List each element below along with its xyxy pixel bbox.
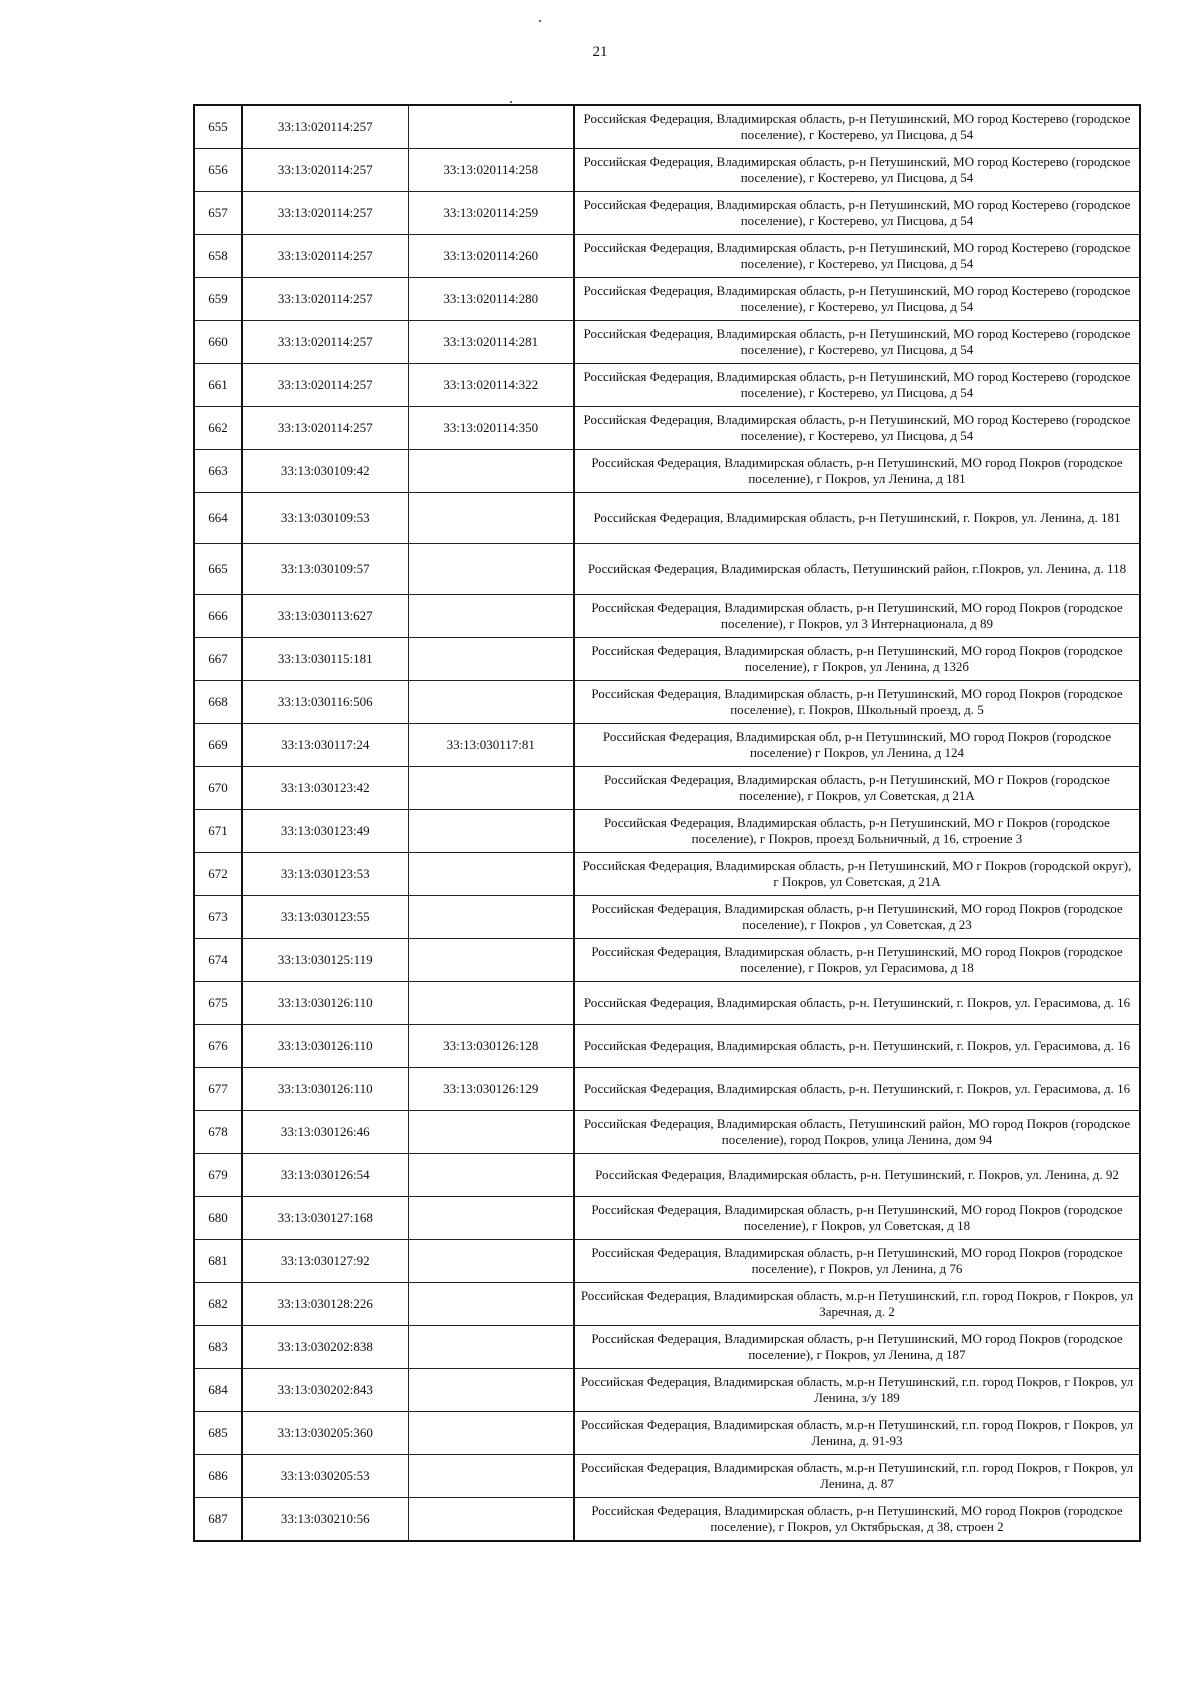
sub-cadastral-number: 33:13:020114:322 — [408, 364, 574, 407]
page-number: 21 — [592, 44, 608, 60]
sub-cadastral-number: 33:13:020114:258 — [408, 149, 574, 192]
table-row — [194, 896, 1140, 939]
cadastral-number: 33:13:030205:53 — [242, 1455, 408, 1498]
row-number: 669 — [194, 724, 242, 767]
sub-cadastral-number — [408, 896, 574, 939]
sub-cadastral-number — [408, 1455, 574, 1498]
cadastral-number: 33:13:020114:257 — [242, 364, 408, 407]
sub-cadastral-number: 33:13:030126:129 — [408, 1068, 574, 1111]
row-number: 667 — [194, 638, 242, 681]
table-row — [194, 1498, 1140, 1542]
address: Российская Федерация, Владимирская область, р-н Петушинский, МО город Костерево (городское поселение), г Костерево, ул Писцова, д 54 — [574, 407, 1140, 450]
cadastral-number: 33:13:020114:257 — [242, 105, 408, 149]
cadastral-number: 33:13:030116:506 — [242, 681, 408, 724]
table-row — [194, 1197, 1140, 1240]
row-number: 664 — [194, 493, 242, 544]
address: Российская Федерация, Владимирская область, р-н Петушинский, МО город Покров (городское поселение), г Покров, ул Октябрьская, д 38, строен 2 — [574, 1498, 1140, 1542]
cadastral-number: 33:13:030109:57 — [242, 544, 408, 595]
table-row — [194, 278, 1140, 321]
address: Российская Федерация, Владимирская область, р-н Петушинский, МО город Покров (городское поселение), г Покров, ул 3 Интернационала, д 89 — [574, 595, 1140, 638]
cadastral-number: 33:13:030113:627 — [242, 595, 408, 638]
row-number: 656 — [194, 149, 242, 192]
address: Российская Федерация, Владимирская область, р-н Петушинский, МО город Покров (городское поселение), г Покров, ул Советская, д 18 — [574, 1197, 1140, 1240]
address: Российская Федерация, Владимирская область, Петушинский район, МО город Покров (городское поселение), город Покров, улица Ленина, дом 94 — [574, 1111, 1140, 1154]
row-number: 673 — [194, 896, 242, 939]
cadastral-number: 33:13:030210:56 — [242, 1498, 408, 1542]
address: Российская Федерация, Владимирская область, р-н Петушинский, МО г Покров (городское поселение), г Покров, ул Советская, д 21А — [574, 767, 1140, 810]
sub-cadastral-number — [408, 939, 574, 982]
cadastral-number: 33:13:030109:53 — [242, 493, 408, 544]
cadastral-number: 33:13:030126:110 — [242, 1068, 408, 1111]
sub-cadastral-number: 33:13:020114:259 — [408, 192, 574, 235]
table-row — [194, 544, 1140, 595]
table-body — [194, 105, 1140, 1541]
address: Российская Федерация, Владимирская область, р-н Петушинский, МО город Покров (городское поселение), г Покров , ул Советская, д 23 — [574, 896, 1140, 939]
cadastral-number: 33:13:030127:168 — [242, 1197, 408, 1240]
cadastral-number: 33:13:030123:53 — [242, 853, 408, 896]
table-row — [194, 1154, 1140, 1197]
address: Российская Федерация, Владимирская область, р-н. Петушинский, г. Покров, ул. Герасимова, д. 16 — [574, 1068, 1140, 1111]
table-row — [194, 364, 1140, 407]
sub-cadastral-number — [408, 493, 574, 544]
row-number: 663 — [194, 450, 242, 493]
row-number: 675 — [194, 982, 242, 1025]
sub-cadastral-number — [408, 767, 574, 810]
table-row — [194, 638, 1140, 681]
address: Российская Федерация, Владимирская область, р-н Петушинский, МО город Покров (городское поселение), г Покров, ул Ленина, д 76 — [574, 1240, 1140, 1283]
table-row — [194, 1412, 1140, 1455]
row-number: 685 — [194, 1412, 242, 1455]
cadastral-number: 33:13:030202:838 — [242, 1326, 408, 1369]
address: Российская Федерация, Владимирская область, р-н Петушинский, МО город Покров (городское поселение), г Покров, ул Ленина, д 181 — [574, 450, 1140, 493]
row-number: 658 — [194, 235, 242, 278]
cadastral-number: 33:13:030125:119 — [242, 939, 408, 982]
row-number: 674 — [194, 939, 242, 982]
sub-cadastral-number — [408, 1283, 574, 1326]
row-number: 668 — [194, 681, 242, 724]
sub-cadastral-number — [408, 105, 574, 149]
sub-cadastral-number — [408, 1326, 574, 1369]
row-number: 672 — [194, 853, 242, 896]
row-number: 660 — [194, 321, 242, 364]
table-row — [194, 1025, 1140, 1068]
cadastral-number: 33:13:030128:226 — [242, 1283, 408, 1326]
sub-cadastral-number — [408, 1369, 574, 1412]
row-number: 683 — [194, 1326, 242, 1369]
table-row — [194, 321, 1140, 364]
table-row — [194, 1283, 1140, 1326]
row-number: 666 — [194, 595, 242, 638]
cadastral-number: 33:13:030123:49 — [242, 810, 408, 853]
address: Российская Федерация, Владимирская область, р-н Петушинский, МО город Покров (городское поселение), г Покров, ул Герасимова, д 18 — [574, 939, 1140, 982]
row-number: 655 — [194, 105, 242, 149]
cadastral-number: 33:13:030126:110 — [242, 982, 408, 1025]
table-row — [194, 1326, 1140, 1369]
address: Российская Федерация, Владимирская область, р-н. Петушинский, г. Покров, ул. Герасимова, д. 16 — [574, 982, 1140, 1025]
cadastral-number: 33:13:020114:257 — [242, 149, 408, 192]
table-row — [194, 407, 1140, 450]
address: Российская Федерация, Владимирская область, р-н Петушинский, МО город Костерево (городское поселение), г Костерево, ул Писцова, д 54 — [574, 321, 1140, 364]
row-number: 677 — [194, 1068, 242, 1111]
row-number: 676 — [194, 1025, 242, 1068]
address: Российская Федерация, Владимирская область, р-н Петушинский, МО город Покров (городское поселение), г. Покров, Школьный проезд, д. 5 — [574, 681, 1140, 724]
sub-cadastral-number — [408, 982, 574, 1025]
sub-cadastral-number — [408, 1154, 574, 1197]
cadastral-number: 33:13:020114:257 — [242, 192, 408, 235]
cadastral-number: 33:13:020114:257 — [242, 321, 408, 364]
table-row — [194, 105, 1140, 149]
sub-cadastral-number — [408, 1412, 574, 1455]
cadastral-number: 33:13:030109:42 — [242, 450, 408, 493]
address: Российская Федерация, Владимирская область, р-н Петушинский, МО город Костерево (городское поселение), г Костерево, ул Писцова, д 54 — [574, 105, 1140, 149]
sub-cadastral-number — [408, 1498, 574, 1542]
row-number: 661 — [194, 364, 242, 407]
table-row — [194, 1369, 1140, 1412]
table-row — [194, 1240, 1140, 1283]
address: Российская Федерация, Владимирская область, р-н Петушинский, МО город Костерево (городское поселение), г Костерево, ул Писцова, д 54 — [574, 192, 1140, 235]
sub-cadastral-number — [408, 638, 574, 681]
table-row — [194, 982, 1140, 1025]
cadastral-number: 33:13:030123:55 — [242, 896, 408, 939]
cadastral-number: 33:13:030123:42 — [242, 767, 408, 810]
cadastral-number: 33:13:020114:257 — [242, 407, 408, 450]
scan-speck — [510, 101, 512, 103]
table-row — [194, 810, 1140, 853]
cadastral-number: 33:13:030205:360 — [242, 1412, 408, 1455]
sub-cadastral-number — [408, 1240, 574, 1283]
cadastral-number: 33:13:030126:110 — [242, 1025, 408, 1068]
table-row — [194, 493, 1140, 544]
sub-cadastral-number — [408, 1197, 574, 1240]
cadastral-number: 33:13:030126:54 — [242, 1154, 408, 1197]
table-row — [194, 192, 1140, 235]
row-number: 659 — [194, 278, 242, 321]
scan-speck — [539, 20, 541, 22]
cadastral-number: 33:13:030126:46 — [242, 1111, 408, 1154]
cadastral-number: 33:13:030117:24 — [242, 724, 408, 767]
address: Российская Федерация, Владимирская область, м.р-н Петушинский, г.п. город Покров, г Покров, ул Ленина, д. 87 — [574, 1455, 1140, 1498]
row-number: 671 — [194, 810, 242, 853]
sub-cadastral-number — [408, 450, 574, 493]
address: Российская Федерация, Владимирская область, р-н Петушинский, МО город Покров (городское поселение), г Покров, ул Ленина, д 187 — [574, 1326, 1140, 1369]
sub-cadastral-number: 33:13:030126:128 — [408, 1025, 574, 1068]
row-number: 662 — [194, 407, 242, 450]
row-number: 657 — [194, 192, 242, 235]
sub-cadastral-number: 33:13:020114:281 — [408, 321, 574, 364]
cadastral-number: 33:13:020114:257 — [242, 235, 408, 278]
address: Российская Федерация, Владимирская область, р-н Петушинский, г. Покров, ул. Ленина, д. 181 — [574, 493, 1140, 544]
row-number: 686 — [194, 1455, 242, 1498]
address: Российская Федерация, Владимирская область, р-н. Петушинский, г. Покров, ул. Герасимова, д. 16 — [574, 1025, 1140, 1068]
sub-cadastral-number: 33:13:030117:81 — [408, 724, 574, 767]
sub-cadastral-number — [408, 595, 574, 638]
table-row — [194, 853, 1140, 896]
address: Российская Федерация, Владимирская область, Петушинский район, г.Покров, ул. Ленина, д. 118 — [574, 544, 1140, 595]
address: Российская Федерация, Владимирская область, р-н. Петушинский, г. Покров, ул. Ленина, д. 92 — [574, 1154, 1140, 1197]
table-row — [194, 1068, 1140, 1111]
table-row — [194, 939, 1140, 982]
row-number: 670 — [194, 767, 242, 810]
row-number: 687 — [194, 1498, 242, 1542]
row-number: 684 — [194, 1369, 242, 1412]
address: Российская Федерация, Владимирская область, р-н Петушинский, МО город Костерево (городское поселение), г Костерево, ул Писцова, д 54 — [574, 364, 1140, 407]
address: Российская Федерация, Владимирская область, р-н Петушинский, МО г Покров (городское поселение), г Покров, проезд Больничный, д 16, строение 3 — [574, 810, 1140, 853]
registry-table — [193, 104, 1141, 1542]
cadastral-number: 33:13:030115:181 — [242, 638, 408, 681]
sub-cadastral-number — [408, 681, 574, 724]
row-number: 681 — [194, 1240, 242, 1283]
address: Российская Федерация, Владимирская область, м.р-н Петушинский, г.п. город Покров, г Покров, ул Ленина, з/у 189 — [574, 1369, 1140, 1412]
sub-cadastral-number — [408, 853, 574, 896]
table-row — [194, 767, 1140, 810]
row-number: 678 — [194, 1111, 242, 1154]
row-number: 679 — [194, 1154, 242, 1197]
sub-cadastral-number — [408, 544, 574, 595]
sub-cadastral-number: 33:13:020114:260 — [408, 235, 574, 278]
address: Российская Федерация, Владимирская обл, р-н Петушинский, МО город Покров (городское поселение) г Покров, ул Ленина, д 124 — [574, 724, 1140, 767]
address: Российская Федерация, Владимирская область, м.р-н Петушинский, г.п. город Покров, г Покров, ул Ленина, д. 91-93 — [574, 1412, 1140, 1455]
row-number: 682 — [194, 1283, 242, 1326]
cadastral-number: 33:13:030202:843 — [242, 1369, 408, 1412]
address: Российская Федерация, Владимирская область, р-н Петушинский, МО город Костерево (городское поселение), г Костерево, ул Писцова, д 54 — [574, 278, 1140, 321]
sub-cadastral-number: 33:13:020114:280 — [408, 278, 574, 321]
table-row — [194, 595, 1140, 638]
sub-cadastral-number: 33:13:020114:350 — [408, 407, 574, 450]
row-number: 680 — [194, 1197, 242, 1240]
address: Российская Федерация, Владимирская область, м.р-н Петушинский, г.п. город Покров, г Покров, ул Заречная, д. 2 — [574, 1283, 1140, 1326]
address: Российская Федерация, Владимирская область, р-н Петушинский, МО город Костерево (городское поселение), г Костерево, ул Писцова, д 54 — [574, 149, 1140, 192]
row-number: 665 — [194, 544, 242, 595]
address: Российская Федерация, Владимирская область, р-н Петушинский, МО город Покров (городское поселение), г Покров, ул Ленина, д 132б — [574, 638, 1140, 681]
table-row — [194, 1455, 1140, 1498]
cadastral-number: 33:13:020114:257 — [242, 278, 408, 321]
table-row — [194, 149, 1140, 192]
table-row — [194, 450, 1140, 493]
sub-cadastral-number — [408, 810, 574, 853]
address: Российская Федерация, Владимирская область, р-н Петушинский, МО г Покров (городской округ), г Покров, ул Советская, д 21А — [574, 853, 1140, 896]
address: Российская Федерация, Владимирская область, р-н Петушинский, МО город Костерево (городское поселение), г Костерево, ул Писцова, д 54 — [574, 235, 1140, 278]
table-row — [194, 235, 1140, 278]
table-row — [194, 1111, 1140, 1154]
table-row — [194, 681, 1140, 724]
table-row — [194, 724, 1140, 767]
sub-cadastral-number — [408, 1111, 574, 1154]
cadastral-number: 33:13:030127:92 — [242, 1240, 408, 1283]
